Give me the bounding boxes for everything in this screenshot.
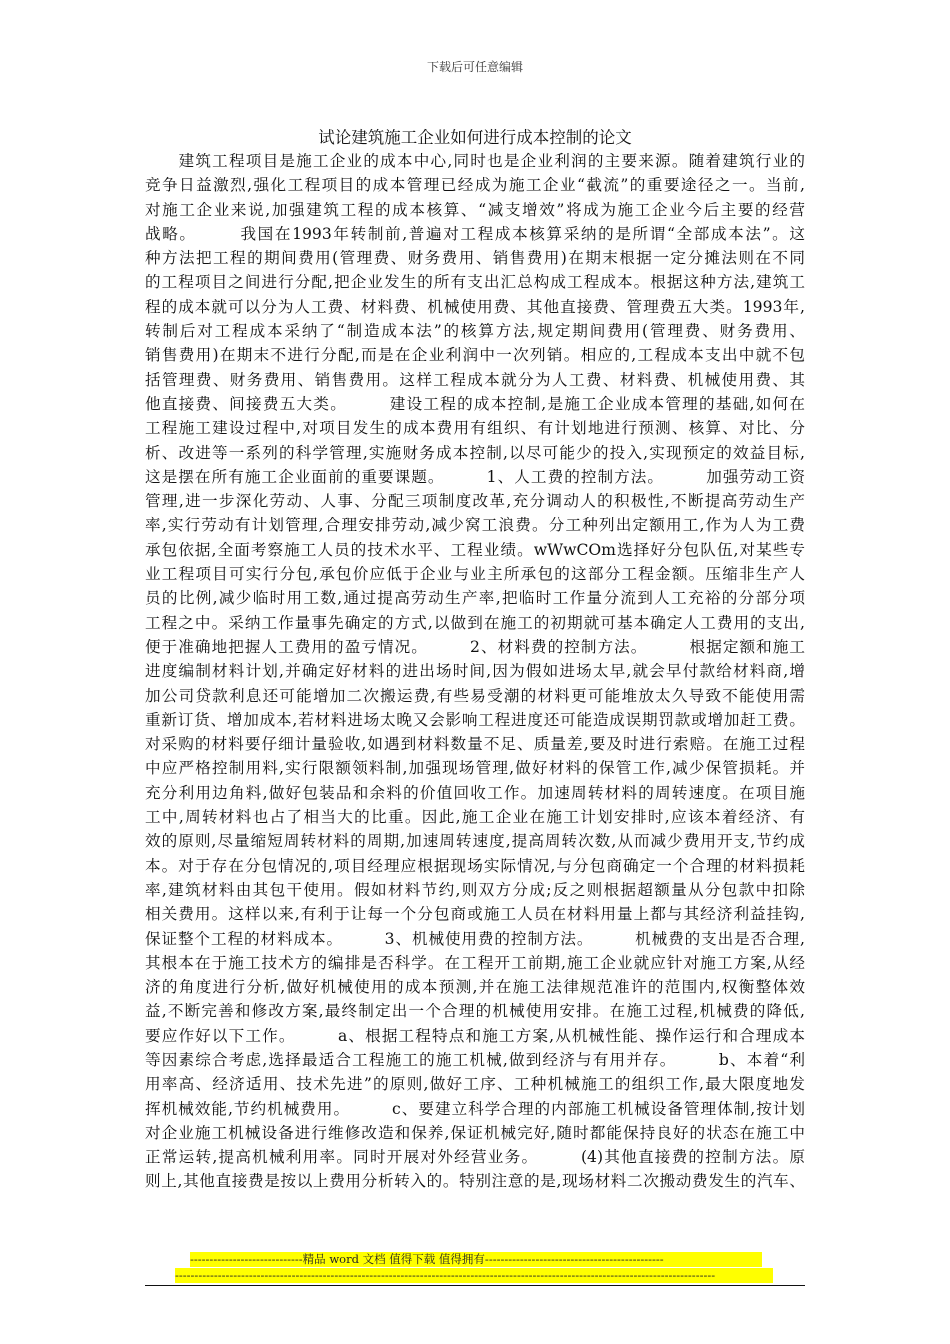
body-line: 承包依据,全面考察施工人员的技术水平、工程业绩。wWwCOm选择好分包队伍,对某些专 <box>145 540 805 559</box>
footer-banner: -----------------------------精品 word 文档 值得下载 值得拥有---------------------------------------------- <box>190 1252 762 1267</box>
body-line: 用率高、经济适用、技术先进”的原则,做好工序、工种机械施工的组织工作,最大限度地发 <box>145 1075 805 1094</box>
body-line: 挥机械效能,节约机械费用。 c、要建立科学合理的内部施工机械设备管理体制,按计划 <box>145 1099 805 1118</box>
body-line: 益,不断完善和修改方案,最终制定出一个合理的机械使用安排。在施工过程,机械费的降低, <box>145 1002 805 1021</box>
document-title: 试论建筑施工企业如何进行成本控制的论文 <box>318 128 632 147</box>
body-line: 率,实行劳动有计划管理,合理安排劳动,减少窝工浪费。分工种列出定额用工,作为人为工费 <box>145 516 805 535</box>
body-line: 对采购的材料要仔细计量验收,如遇到材料数量不足、质量差,要及时进行索赔。在施工过程 <box>145 735 805 754</box>
body-line: 进度编制材料计划,并确定好材料的进出场时间,因为假如进场太早,就会早付款给材料商,增 <box>145 662 805 681</box>
body-line: 这是摆在所有施工企业面前的重要课题。 1、人工费的控制方法。 加强劳动工资 <box>145 467 805 486</box>
body-line: 加公司贷款利息还可能增加二次搬运费,有些易受潮的材料更可能堆放太久导致不能使用需 <box>145 686 805 705</box>
document-body <box>145 149 805 1194</box>
body-line: 建筑工程项目是施工企业的成本中心,同时也是企业利润的主要来源。随着建筑行业的 <box>145 152 805 170</box>
body-line: 业工程项目可实行分包,承包价应低于企业与业主所承包的这部分工程金额。压缩非生产人 <box>145 565 805 584</box>
body-line: 便于准确地把握人工费用的盈亏情况。 2、材料费的控制方法。 根据定额和施工 <box>145 637 805 656</box>
body-line: 员的比例,减少临时用工数,通过提高劳动生产率,把临时工作量分流到人工充裕的分部分项 <box>145 589 805 608</box>
body-line: 的工程项目之间进行分配,把企业发生的所有支出汇总构成工程成本。根据这种方法,建筑工 <box>145 273 805 292</box>
body-line: 率,建筑材料由其包干使用。假如材料节约,则双方分成;反之则根据超额量从分包款中扣除 <box>145 880 805 899</box>
body-line: 销售费用)在期末不进行分配,而是在企业利润中一次列销。相应的,工程成本支出中就不包 <box>145 346 805 365</box>
body-line: 充分利用边角料,做好包装品和余料的价值回收工作。加速周转材料的周转速度。在项目施 <box>145 783 805 802</box>
body-line: 种方法把工程的期间费用(管理费、财务费用、销售费用)在期末根据一定分摊法则在不同 <box>145 249 805 268</box>
footer-dash-line: ------------------------------------------------------------------------------------------------------------------------------------------- <box>175 1268 773 1283</box>
body-line: 正常运转,提高机械利用率。同时开展对外经营业务。 (4)其他直接费的控制方法。原 <box>145 1148 805 1167</box>
body-line: 相关费用。这样以来,有利于让每一个分包商或施工人员在材料用量上都与其经济利益挂钩, <box>145 905 805 924</box>
body-line: 对施工企业来说,加强建筑工程的成本核算、“减支增效”将成为施工企业今后主要的经营 <box>145 200 805 219</box>
body-line: 程的成本就可以分为人工费、材料费、机械使用费、其他直接费、管理费五大类。1993年, <box>145 297 805 316</box>
body-line: 其根本在于施工技术方的编排是否科学。在工程开工前期,施工企业就应针对施工方案,从经 <box>145 953 805 972</box>
body-line: 战略。 我国在1993年转制前,普遍对工程成本核算采纳的是所谓“全部成本法”。这 <box>145 224 805 243</box>
body-line: 等因素综合考虑,选择最适合工程施工的施工机械,做到经济与有用并存。 b、本着“利 <box>145 1050 805 1069</box>
header-note: 下载后可任意编辑 <box>426 60 523 74</box>
body-line: 转制后对工程成本采纳了“制造成本法”的核算方法,规定期间费用(管理费、财务费用、 <box>145 322 805 341</box>
body-line: 保证整个工程的材料成本。 3、机械使用费的控制方法。 机械费的支出是否合理, <box>145 929 805 948</box>
body-line: 对企业施工机械设备进行维修改造和保养,保证机械完好,随时都能保持良好的状态在施工中 <box>145 1123 805 1142</box>
body-line: 中应严格控制用料,实行限额领料制,加强现场管理,做好材料的保管工作,减少保管损耗。并 <box>145 759 805 778</box>
body-line: 工程施工建设过程中,对项目发生的成本费用有组织、有计划地进行预测、核算、对比、分 <box>145 419 805 438</box>
body-line: 重新订货、增加成本,若材料进场太晚又会影响工程进度还可能造成误期罚款或增加赶工费。 <box>145 710 805 729</box>
body-line: 管理,进一步深化劳动、人事、分配三项制度改革,充分调动人的积极性,不断提高劳动生产 <box>145 492 805 511</box>
body-line: 则上,其他直接费是按以上费用分析转入的。特别注意的是,现场材料二次搬动费发生的汽车、 <box>145 1172 805 1191</box>
body-line: 他直接费、间接费五大类。 建设工程的成本控制,是施工企业成本管理的基础,如何在 <box>145 394 805 413</box>
body-line: 本。对于存在分包情况的,项目经理应根据现场实际情况,与分包商确定一个合理的材料损耗 <box>145 856 805 875</box>
body-line: 析、改进等一系列的科学管理,实施财务成本控制,以尽可能少的投入,实现预定的效益目标, <box>145 443 805 462</box>
footer-rule <box>145 1285 805 1286</box>
body-line: 工中,周转材料也占了相当大的比重。因此,施工企业在施工计划安排时,应该本着经济、有 <box>145 808 805 827</box>
body-line: 括管理费、财务费用、销售费用。这样工程成本就分为人工费、材料费、机械使用费、其 <box>145 370 805 389</box>
body-line: 济的角度进行分析,做好机械使用的成本预测,并在施工法律规范准许的范围内,权衡整体效 <box>145 978 805 997</box>
body-line: 竞争日益激烈,强化工程项目的成本管理已经成为施工企业“截流”的重要途径之一。当前, <box>145 176 805 195</box>
body-line: 效的原则,尽量缩短周转材料的周期,加速周转速度,提高周转次数,从而减少费用开支,节约成 <box>145 832 805 851</box>
body-line: 要应作好以下工作。 a、根据工程特点和施工方案,从机械性能、操作运行和合理成本 <box>145 1026 805 1045</box>
body-line: 工程之中。采纳工作量事先确定的方式,以做到在施工的初期就可基本确定人工费用的支出, <box>145 613 805 632</box>
